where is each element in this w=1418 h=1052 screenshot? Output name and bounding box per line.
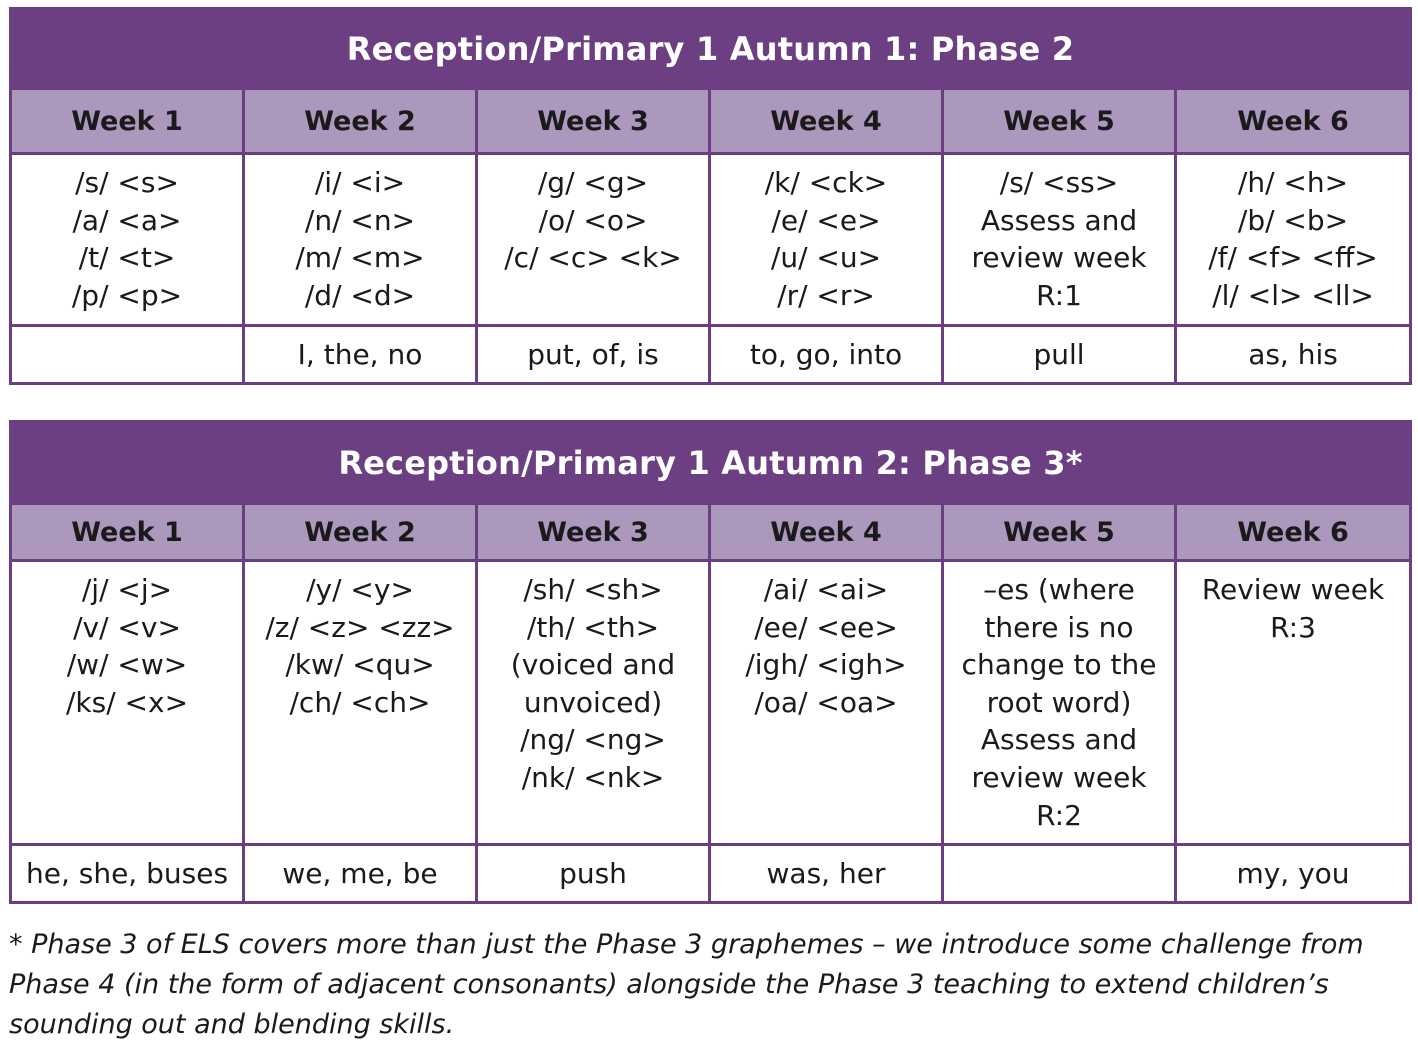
- grapheme-line: /w/ <w>: [66, 648, 188, 682]
- grapheme-line: /oa/ <oa>: [754, 685, 898, 719]
- grapheme-line: /ks/ <x>: [65, 685, 189, 719]
- footnote-line: sounding out and blending skills.: [9, 1009, 455, 1040]
- grapheme-line: review week: [971, 760, 1147, 794]
- grapheme-line: /k/ <ck>: [764, 166, 888, 199]
- grapheme-line: R:1: [1036, 278, 1082, 312]
- tricky-words-cell: [943, 845, 1176, 903]
- grapheme-line: /h/ <h>: [1237, 166, 1349, 199]
- grapheme-line: (voiced and: [510, 648, 676, 682]
- footnote-line: * Phase 3 of ELS covers more than just the Phase 3 graphemes – we introduce some challenge from: [9, 929, 1364, 960]
- footnote: [9, 925, 1409, 1045]
- week-content-cell: [943, 154, 1176, 326]
- grapheme-line: root word): [986, 685, 1132, 719]
- tricky-words-cell: push: [477, 845, 710, 903]
- grapheme-line: /j/ <j>: [81, 573, 173, 606]
- grapheme-line: /b/ <b>: [1237, 203, 1349, 237]
- week-header: Week 2: [244, 89, 477, 154]
- table-title: Reception/Primary 1 Autumn 1: Phase 2: [11, 9, 1411, 89]
- grapheme-line: Assess and: [980, 723, 1138, 757]
- week-content-cell: [11, 561, 244, 845]
- grapheme-line: /v/ <v>: [73, 610, 181, 644]
- grapheme-line: /igh/ <igh>: [745, 648, 907, 682]
- grapheme-line: /o/ <o>: [538, 203, 648, 237]
- tricky-words-cell: I, the, no: [244, 326, 477, 384]
- grapheme-line: /r/ <r>: [777, 278, 875, 312]
- footnote-line: Phase 4 (in the form of adjacent consonants) alongside the Phase 3 teaching to extend children’s: [9, 969, 1329, 1000]
- grapheme-line: /i/ <i>: [314, 166, 406, 199]
- week-header: Week 1: [11, 504, 244, 561]
- grapheme-line: /sh/ <sh>: [523, 573, 663, 606]
- week-header: Week 3: [477, 504, 710, 561]
- grapheme-line: there is no: [984, 610, 1134, 644]
- week-content-cell: [1176, 561, 1411, 845]
- grapheme-line: /e/ <e>: [771, 203, 881, 237]
- week-content-cell: [943, 561, 1176, 845]
- week-header: Week 6: [1176, 504, 1411, 561]
- table-title: Reception/Primary 1 Autumn 2: Phase 3*: [11, 422, 1411, 504]
- grapheme-line: /t/ <t>: [78, 241, 176, 275]
- phase-3-table: [9, 420, 1412, 904]
- tricky-words-cell: [11, 326, 244, 384]
- tricky-words-cell: put, of, is: [477, 326, 710, 384]
- tricky-words-cell: my, you: [1176, 845, 1411, 903]
- tricky-words-cell: pull: [943, 326, 1176, 384]
- grapheme-line: /a/ <a>: [72, 203, 182, 237]
- grapheme-line: /d/ <d>: [304, 278, 416, 312]
- week-header: Week 5: [943, 89, 1176, 154]
- grapheme-line: –es (where: [983, 573, 1135, 606]
- tricky-words-cell: he, she, buses: [11, 845, 244, 903]
- grapheme-line: review week: [971, 241, 1147, 275]
- week-header: Week 2: [244, 504, 477, 561]
- grapheme-line: /z/ <z> <zz>: [265, 610, 455, 644]
- grapheme-line: /n/ <n>: [304, 203, 416, 237]
- grapheme-line: /ee/ <ee>: [754, 610, 898, 644]
- week-content-cell: [710, 154, 943, 326]
- week-content-cell: [244, 154, 477, 326]
- grapheme-line: /m/ <m>: [295, 241, 425, 275]
- grapheme-line: /p/ <p>: [71, 278, 183, 312]
- grapheme-line: unvoiced): [523, 685, 663, 719]
- grapheme-line: /ai/ <ai>: [763, 573, 889, 606]
- tricky-words-cell: as, his: [1176, 326, 1411, 384]
- week-content-cell: [477, 154, 710, 326]
- grapheme-line: /s/ <ss>: [999, 166, 1119, 199]
- grapheme-line: Assess and: [980, 203, 1138, 237]
- grapheme-line: /l/ <l> <ll>: [1212, 278, 1374, 312]
- week-header: Week 5: [943, 504, 1176, 561]
- week-header: Week 3: [477, 89, 710, 154]
- tricky-words-cell: to, go, into: [710, 326, 943, 384]
- grapheme-line: R:3: [1270, 610, 1316, 644]
- grapheme-line: Review week: [1201, 573, 1385, 606]
- week-header: Week 4: [710, 504, 943, 561]
- tricky-words-cell: we, me, be: [244, 845, 477, 903]
- week-content-cell: [477, 561, 710, 845]
- week-content-cell: [1176, 154, 1411, 326]
- week-content-cell: [710, 561, 943, 845]
- phase-2-table: [9, 7, 1412, 385]
- week-header: Week 1: [11, 89, 244, 154]
- grapheme-line: change to the: [961, 648, 1157, 682]
- grapheme-line: /ng/ <ng>: [520, 723, 666, 757]
- week-content-cell: [244, 561, 477, 845]
- grapheme-line: /nk/ <nk>: [521, 760, 665, 794]
- grapheme-line: R:2: [1036, 798, 1082, 832]
- grapheme-line: /f/ <f> <ff>: [1208, 241, 1378, 275]
- grapheme-line: /c/ <c> <k>: [504, 241, 682, 275]
- tricky-words-cell: was, her: [710, 845, 943, 903]
- grapheme-line: /kw/ <qu>: [285, 648, 435, 682]
- grapheme-line: /th/ <th>: [526, 610, 660, 644]
- grapheme-line: /g/ <g>: [537, 166, 649, 199]
- grapheme-line: /s/ <s>: [75, 166, 179, 199]
- week-header: Week 4: [710, 89, 943, 154]
- week-header: Week 6: [1176, 89, 1411, 154]
- grapheme-line: /u/ <u>: [770, 241, 882, 275]
- grapheme-line: /ch/ <ch>: [289, 685, 431, 719]
- grapheme-line: /y/ <y>: [306, 573, 414, 606]
- week-content-cell: [11, 154, 244, 326]
